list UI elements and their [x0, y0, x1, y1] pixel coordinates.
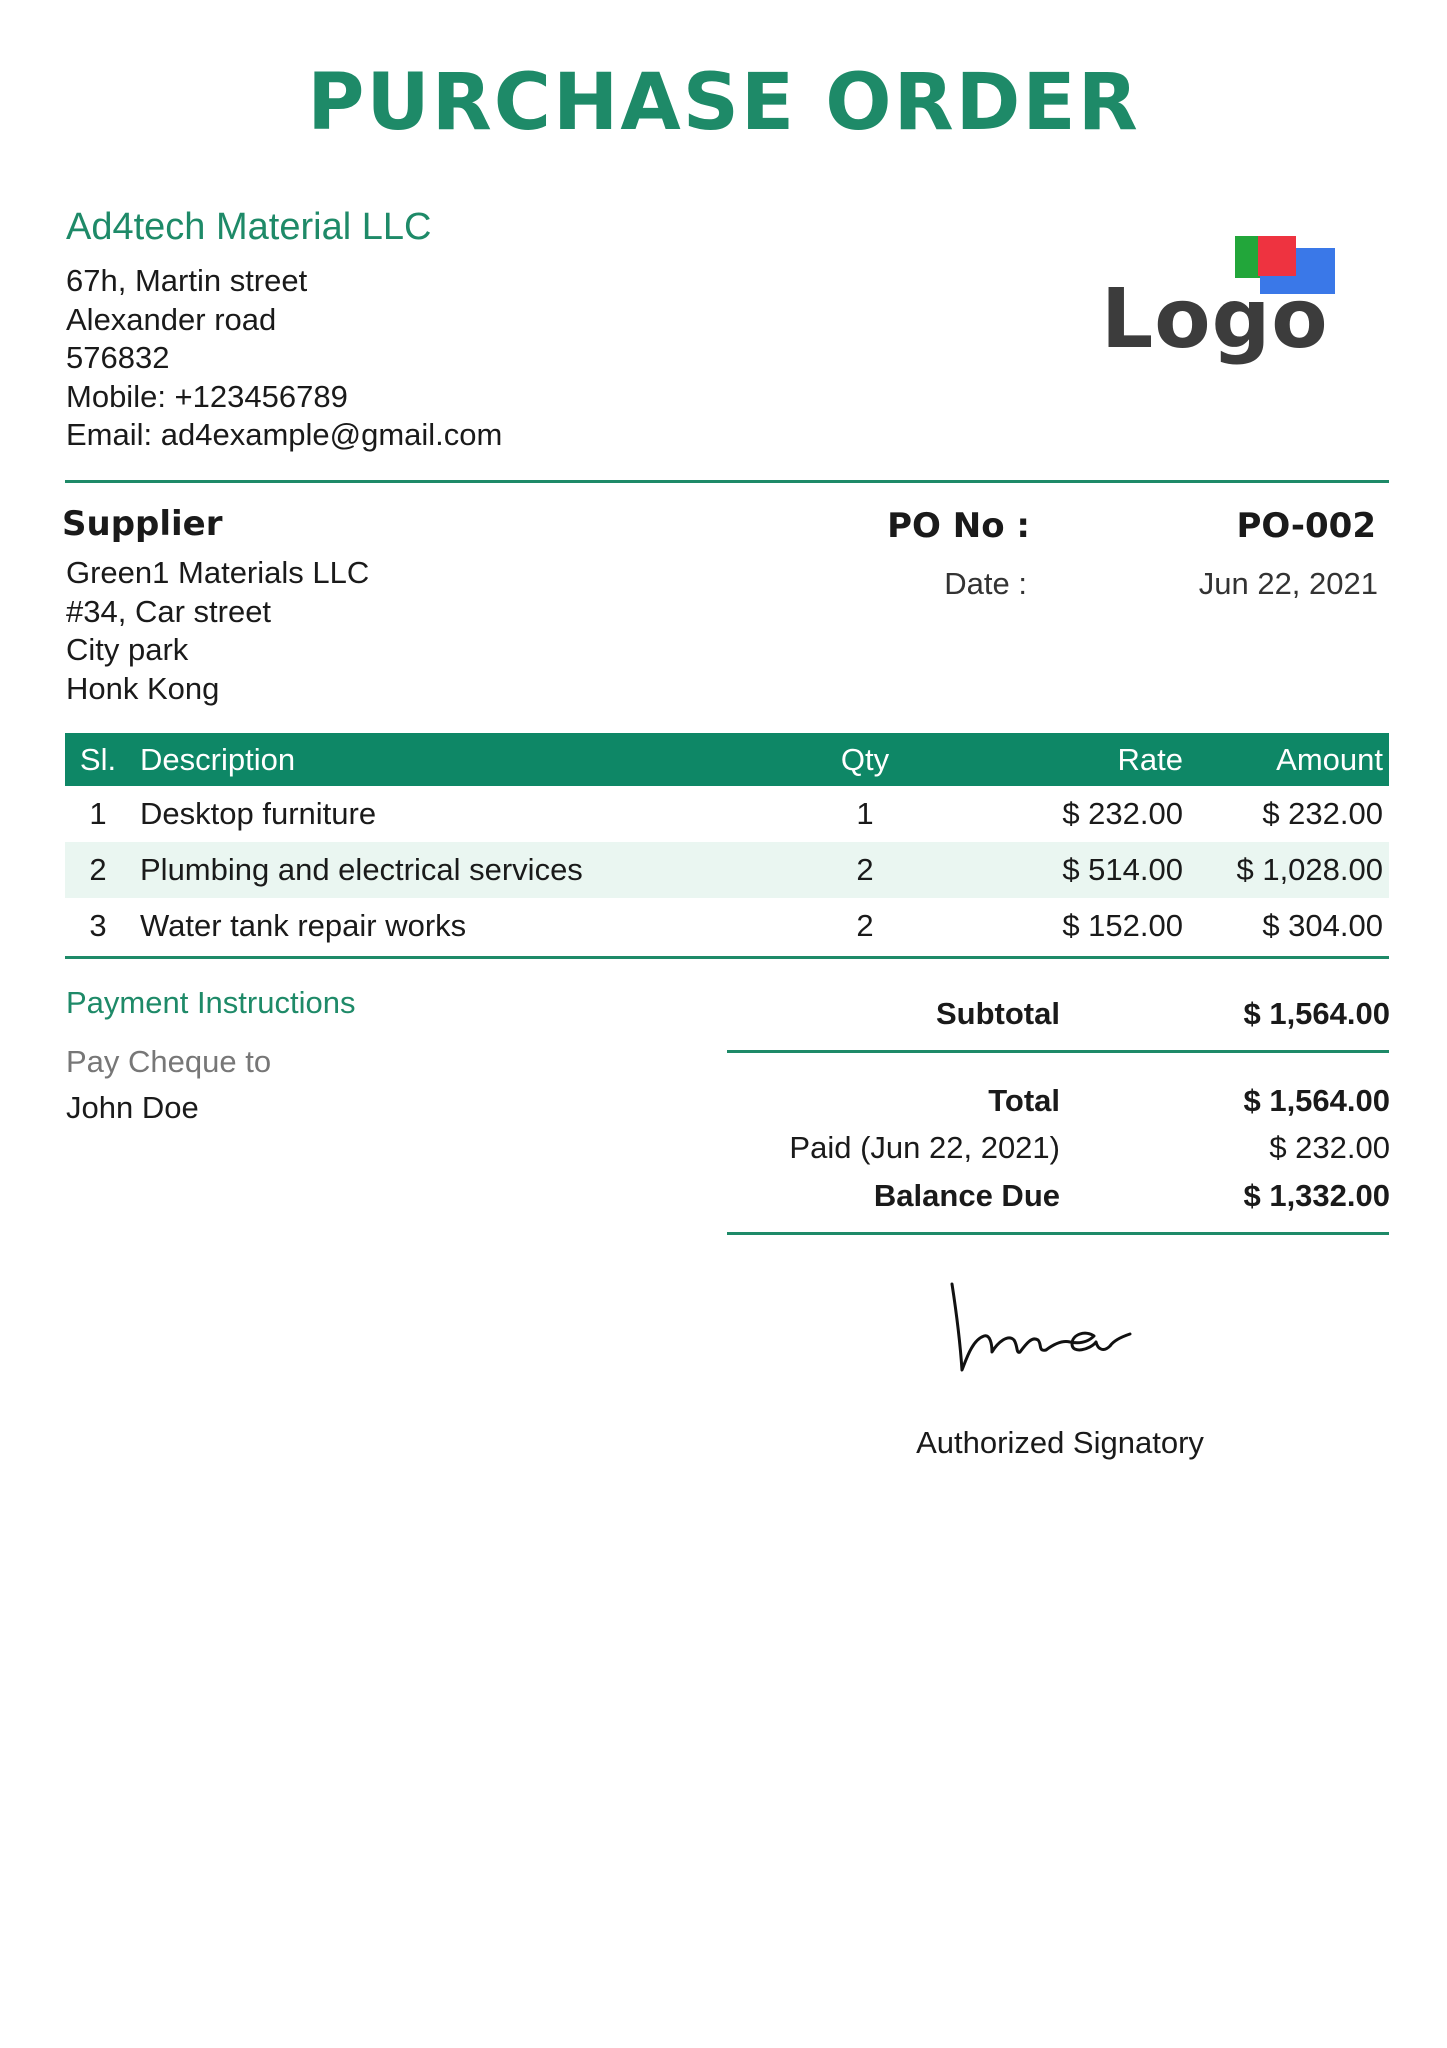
row-qty: 2 [856, 852, 874, 887]
subtotal-divider [727, 1050, 1389, 1053]
supplier-address-line: City park [66, 632, 189, 667]
handwritten-signature-icon [920, 1270, 1220, 1400]
company-postcode: 576832 [66, 340, 170, 375]
payment-instructions-heading: Payment Instructions [66, 985, 356, 1020]
payee-name: John Doe [66, 1090, 199, 1125]
column-header-qty: Qty [840, 742, 890, 777]
table-bottom-divider [65, 956, 1389, 959]
total-value: $ 1,564.00 [1243, 1083, 1390, 1118]
table-row [65, 898, 1389, 954]
row-amount: $ 232.00 [1262, 796, 1383, 831]
totals-divider [727, 1232, 1389, 1235]
signature-image [920, 1270, 1220, 1400]
company-email: Email: ad4example@gmail.com [66, 417, 503, 452]
row-sl: 1 [89, 796, 107, 831]
table-row [65, 786, 1389, 842]
row-sl: 2 [89, 852, 107, 887]
row-rate: $ 152.00 [1062, 908, 1183, 943]
supplier-address-line: Honk Kong [66, 670, 220, 706]
subtotal-label: Subtotal [936, 996, 1060, 1031]
row-description: Plumbing and electrical services [140, 852, 583, 887]
company-address-line: Alexander road [66, 301, 277, 337]
paid-value: $ 232.00 [1269, 1130, 1390, 1165]
row-description: Desktop furniture [140, 796, 377, 831]
row-amount: $ 1,028.00 [1236, 852, 1383, 887]
supplier-address [66, 554, 369, 708]
supplier-name: Green1 Materials LLC [66, 555, 370, 590]
authorized-signatory-label: Authorized Signatory [916, 1425, 1204, 1460]
header-divider [65, 480, 1389, 483]
table-header [65, 733, 1389, 786]
logo-text: Logo [1101, 272, 1329, 367]
total-label: Total [988, 1083, 1060, 1118]
subtotal-value: $ 1,564.00 [1243, 996, 1390, 1031]
supplier-address-line: #34, Car street [66, 593, 272, 629]
po-date-label: Date : [944, 566, 1027, 601]
paid-label: Paid (Jun 22, 2021) [789, 1130, 1060, 1165]
company-mobile: Mobile: +123456789 [66, 378, 348, 414]
pay-cheque-to-label: Pay Cheque to [66, 1044, 272, 1079]
row-amount: $ 304.00 [1262, 908, 1383, 943]
row-rate: $ 232.00 [1062, 796, 1183, 831]
po-number-label: PO No : [887, 506, 1030, 546]
po-date: Jun 22, 2021 [1198, 566, 1378, 601]
row-sl: 3 [89, 908, 107, 943]
balance-due-label: Balance Due [873, 1178, 1060, 1213]
column-header-amount: Amount [1276, 742, 1383, 777]
column-header-rate: Rate [1117, 742, 1183, 777]
row-rate: $ 514.00 [1062, 852, 1183, 887]
table-row [65, 842, 1389, 898]
line-items-table [65, 733, 1389, 954]
row-qty: 1 [856, 796, 874, 831]
balance-due-value: $ 1,332.00 [1243, 1178, 1390, 1213]
company-logo [1095, 232, 1335, 367]
po-number: PO-002 [1236, 506, 1376, 546]
row-description: Water tank repair works [140, 908, 467, 943]
supplier-heading: Supplier [62, 504, 223, 544]
column-header-description: Description [140, 742, 296, 777]
company-name: Ad4tech Material LLC [66, 206, 432, 248]
row-qty: 2 [856, 908, 874, 943]
column-header-sl: Sl. [79, 742, 117, 777]
document-title: PURCHASE ORDER [307, 58, 1140, 148]
company-address [66, 262, 502, 455]
company-address-line: 67h, Martin street [66, 263, 308, 298]
